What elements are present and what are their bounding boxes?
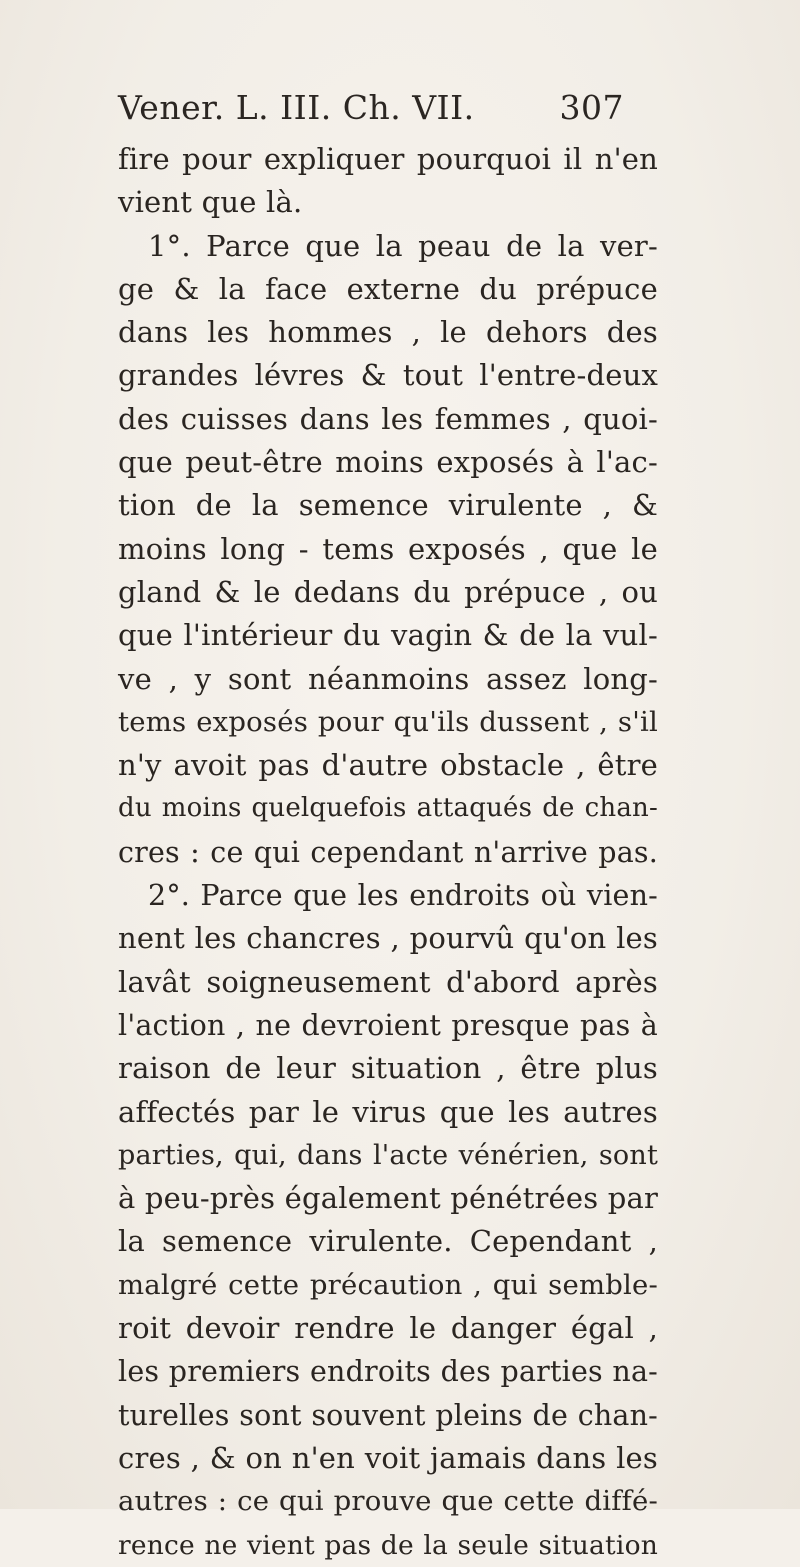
text-line: cres : ce qui cependant n'arrive pas.: [118, 835, 658, 869]
text-line: dans les hommes , le dehors des: [118, 315, 658, 350]
text-line: tion de la semence virulente , &: [118, 488, 658, 523]
text-line: ge & la face externe du prépuce: [118, 271, 658, 306]
text-line: nent les chancres , pourvû qu'on les: [118, 921, 658, 956]
text-line: raison de leur situation , être plus: [118, 1051, 658, 1086]
text-line: ve , y sont néanmoins assez long-: [118, 661, 658, 696]
page-number: 307: [559, 88, 624, 127]
text-line: les premiers endroits des parties na-: [118, 1355, 658, 1389]
running-head: [118, 88, 624, 132]
text-line: tems exposés pour qu'ils dussent , s'il: [118, 705, 658, 738]
running-title: Vener. L. III. Ch. VII.: [118, 88, 475, 127]
text-line: à peu-près également pénétrées par: [118, 1181, 659, 1216]
text-line: malgré cette précaution , qui semble-: [118, 1268, 658, 1301]
text-line: moins long - tems exposés , que le: [118, 531, 658, 566]
body-text: [118, 138, 658, 1567]
text-line: fire pour expliquer pourquoi il n'en: [118, 142, 658, 176]
text-line: que peut-être moins exposés à l'ac-: [118, 445, 658, 480]
text-line: l'action , ne devroient presque pas à: [118, 1008, 658, 1042]
text-line: roit devoir rendre le danger égal ,: [118, 1311, 658, 1346]
text-line: rence ne vient pas de la seule situation: [118, 1529, 658, 1561]
text-line: 2°. Parce que les endroits où vien-: [148, 879, 658, 913]
text-line: des cuisses dans les femmes , quoi-: [118, 401, 658, 436]
text-line: vient que là.: [118, 185, 303, 220]
text-line: lavât soigneusement d'abord après: [118, 964, 658, 999]
text-line: n'y avoit pas d'autre obstacle , être: [118, 748, 658, 783]
text-line: gland & le dedans du prépuce , ou: [118, 574, 658, 609]
text-line: affectés par le virus que les autres: [118, 1094, 658, 1129]
text-line: la semence virulente. Cependant ,: [118, 1224, 658, 1259]
text-line: cres , & on n'en voit jamais dans les: [118, 1440, 658, 1475]
text-line: du moins quelquefois attaqués de chan-: [118, 793, 658, 824]
text-line: 1°. Parce que la peau de la ver-: [148, 228, 658, 263]
text-line: que l'intérieur du vagin & de la vul-: [118, 618, 658, 653]
text-line: turelles sont souvent pleins de chan-: [118, 1398, 658, 1432]
text-line: grandes lévres & tout l'entre-deux: [118, 358, 658, 393]
text-line: autres : ce qui prouve que cette diffé-: [118, 1485, 658, 1518]
text-line: parties, qui, dans l'acte vénérien, sont: [118, 1139, 658, 1171]
